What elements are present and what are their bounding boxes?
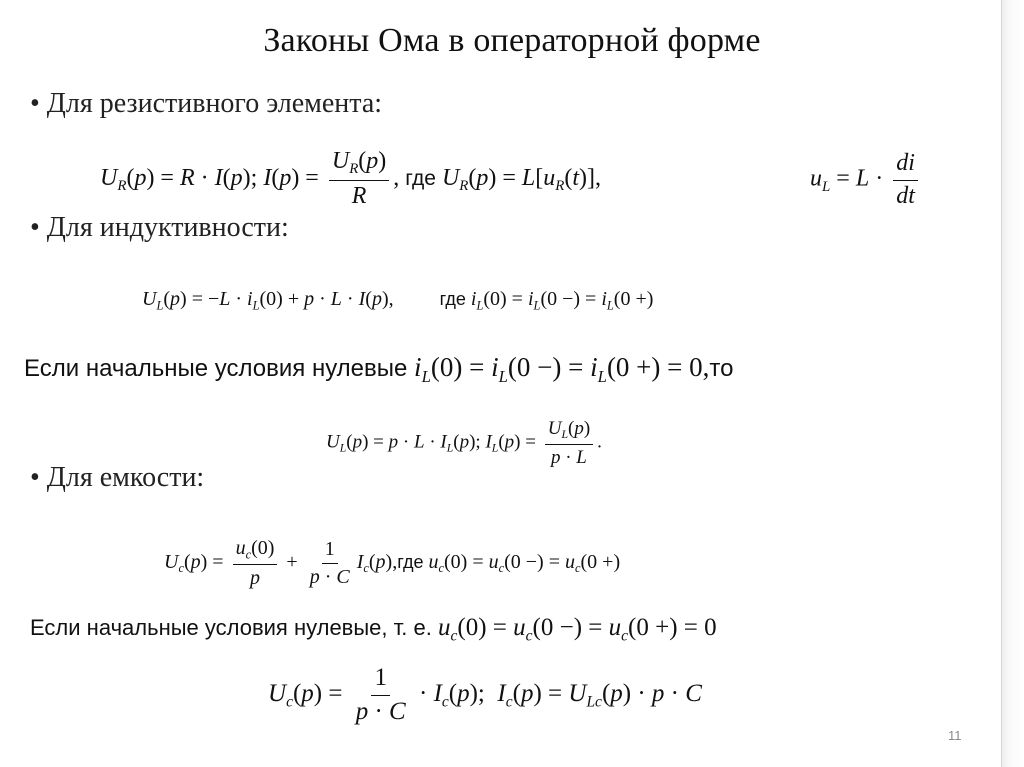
fraction-ur-over-r: $\frac{U_R(p)}{R}$ bbox=[329, 148, 389, 211]
formula-capacitor-zero-ic: $U_c(p)$ = $\frac{1}{p \cdot C}$ · $I_c(p)$; $I_c(p) = U_{Lc}(p) \cdot p \cdot C$ bbox=[268, 664, 702, 725]
fraction-di-dt: $\frac{di}{dt}$ bbox=[893, 150, 918, 210]
bullet-resistive: • Для резистивного элемента: bbox=[30, 88, 383, 119]
bullet-inductance: • Для индуктивности: bbox=[30, 212, 289, 243]
fraction-one-over-pc: $\frac{1}{p \cdot C}$ bbox=[309, 537, 350, 588]
then-word: то bbox=[709, 355, 734, 382]
if-zero-text-l: Если начальные условия нулевые bbox=[24, 355, 408, 382]
page-number: 11 bbox=[948, 728, 962, 743]
formula-inductor-zero-ic: $U_L(p) = p \cdot L \cdot I_L(p)$; $I_L(p)$ = $\frac{U_L(p)}{p \cdot L}$ . bbox=[326, 418, 602, 468]
condition-inductor: Если начальные условия нулевые $i_L(0) = i_L(0$ −) = $i_L(0$ +) = 0,то bbox=[24, 352, 734, 386]
condition-capacitor: Если начальные условия нулевые, т. е. $u_c(0) = u_c(0$ −) = $u_c(0$ +) = 0 bbox=[30, 614, 717, 645]
formula-resistor-ohm: $U_R(p) = R \cdot I(p)$; I(p) = $\frac{U_R(p)}{R}$ , где $U_R(p) = L[u_R(t)]$, bbox=[100, 148, 602, 210]
formula-capacitor-ohm: $U_c(p)$ = $\frac{u_c(0)}{p}$ + $\frac{1}{p \cdot C}$ $I_c(p),где$ $u_c(0) = u_c(0$ −) = $u_c(0$ +) bbox=[164, 537, 621, 589]
fraction-one-over-pc-2: $\frac{1}{p \cdot C}$ bbox=[355, 664, 406, 725]
formula-inductor-ohm: $U_L(p) = -L \cdot i_L(0) + p \cdot L \cdot I(p)$, где $i_L(0) = i_L(0$ −) = $i_L(0$ +) bbox=[142, 288, 654, 313]
slide-title: Законы Ома в операторной форме bbox=[263, 22, 761, 59]
where-word-2: где bbox=[439, 289, 466, 309]
fraction-uc0-over-p: $\frac{u_c(0)}{p}$ bbox=[233, 537, 278, 590]
where-word-3: где bbox=[397, 551, 424, 572]
formula-inductor-voltage: $u_L = L$ · $\frac{di}{dt}$ bbox=[810, 150, 922, 210]
bullet-capacitance: • Для емкости: bbox=[30, 462, 205, 493]
fraction-ul-over-pl: $\frac{U_L(p)}{p \cdot L}$ bbox=[545, 418, 593, 469]
if-zero-text-c: Если начальные условия нулевые, т. е. bbox=[30, 615, 432, 640]
slide-shadow bbox=[1002, 0, 1024, 767]
where-word: где bbox=[405, 166, 436, 190]
